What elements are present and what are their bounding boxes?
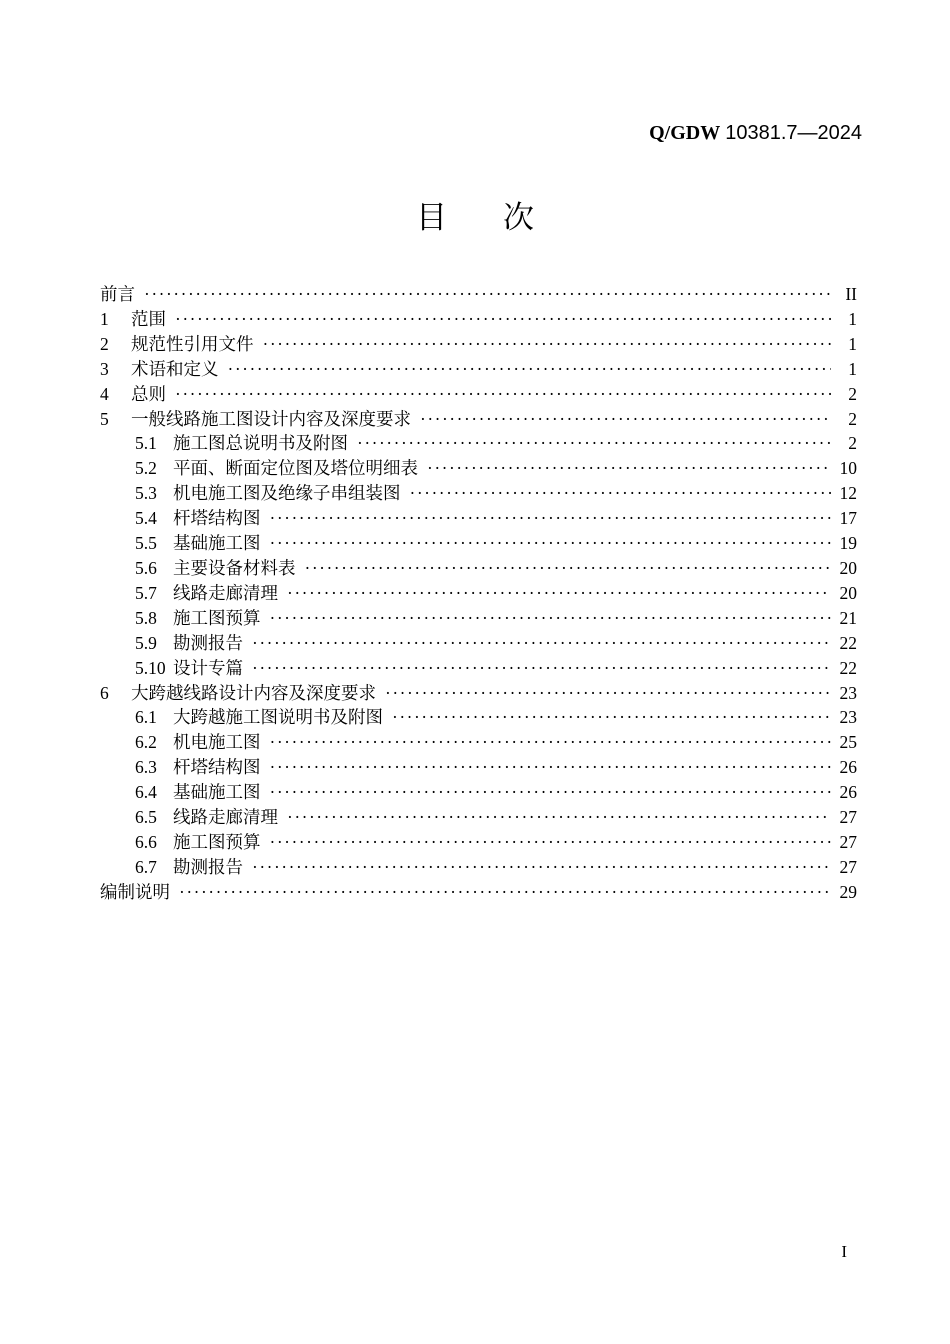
toc-entry-number: 2 bbox=[100, 333, 109, 354]
toc-leader-dots bbox=[252, 631, 831, 656]
toc-entry[interactable] bbox=[100, 855, 857, 880]
toc-leader-dots bbox=[287, 581, 831, 606]
toc-entry[interactable] bbox=[100, 556, 857, 581]
toc-entry-label: 一般线路施工图设计内容及深度要求 bbox=[131, 408, 411, 429]
toc-entry-page: 2 bbox=[848, 383, 857, 404]
toc-entry-label: 基础施工图 bbox=[173, 782, 261, 803]
toc-leader-dots bbox=[175, 307, 831, 332]
toc-entry[interactable] bbox=[100, 656, 857, 681]
toc-leader-dots bbox=[270, 830, 832, 855]
toc-entry-label: 勘测报告 bbox=[173, 856, 243, 877]
toc-entry-number: 6.4 bbox=[135, 782, 157, 803]
toc-entry-number: 6.1 bbox=[135, 707, 157, 728]
toc-entry[interactable] bbox=[100, 631, 857, 656]
page-title-char-second: 次 bbox=[503, 200, 534, 235]
toc-entry-number: 6.2 bbox=[135, 732, 157, 753]
toc-entry[interactable] bbox=[100, 830, 857, 855]
page-number: I bbox=[841, 1242, 847, 1261]
toc-entry[interactable] bbox=[100, 282, 857, 307]
toc-entry-page: 27 bbox=[839, 856, 857, 877]
toc-entry-number: 1 bbox=[100, 308, 109, 329]
toc-leader-dots bbox=[252, 656, 831, 681]
toc-entry-label: 机电施工图 bbox=[173, 732, 261, 753]
toc-entry-number: 5.7 bbox=[135, 582, 157, 603]
toc-entry[interactable] bbox=[100, 805, 857, 830]
toc-entry-page: 26 bbox=[839, 757, 857, 778]
toc-entry-number: 5.5 bbox=[135, 533, 157, 554]
toc-entry-page: 22 bbox=[839, 657, 857, 678]
toc-list bbox=[100, 282, 857, 905]
toc-entry-page: 12 bbox=[839, 483, 857, 504]
toc-entry-label: 杆塔结构图 bbox=[173, 757, 261, 778]
toc-entry-label: 杆塔结构图 bbox=[173, 508, 261, 529]
toc-leader-dots bbox=[385, 681, 831, 706]
toc-entry-number: 5.6 bbox=[135, 557, 157, 578]
toc-entry-page: 27 bbox=[839, 807, 857, 828]
toc-entry[interactable] bbox=[100, 755, 857, 780]
toc-entry[interactable] bbox=[100, 456, 857, 481]
toc-leader-dots bbox=[144, 282, 831, 307]
toc-entry-label: 范围 bbox=[131, 308, 166, 329]
toc-leader-dots bbox=[252, 855, 831, 880]
toc-entry-page: 23 bbox=[839, 707, 857, 728]
toc-entry-number: 4 bbox=[100, 383, 109, 404]
toc-entry[interactable] bbox=[100, 780, 857, 805]
toc-leader-dots bbox=[357, 431, 831, 456]
toc-leader-dots bbox=[270, 531, 832, 556]
toc-entry-label: 编制说明 bbox=[100, 881, 170, 902]
toc-entry-number: 5.8 bbox=[135, 607, 157, 628]
toc-entry-label: 施工图总说明书及附图 bbox=[173, 433, 348, 454]
standard-code-prefix: Q/GDW bbox=[649, 122, 721, 144]
toc-entry-page: 20 bbox=[839, 582, 857, 603]
toc-entry-label: 设计专篇 bbox=[173, 657, 243, 678]
toc-entry-label: 平面、断面定位图及塔位明细表 bbox=[173, 458, 418, 479]
toc-entry-page: 20 bbox=[839, 557, 857, 578]
toc-entry-label: 大跨越施工图说明书及附图 bbox=[173, 707, 383, 728]
toc-entry-number: 6.5 bbox=[135, 807, 157, 828]
toc-entry-label: 大跨越线路设计内容及深度要求 bbox=[131, 682, 376, 703]
toc-entry-label: 前言 bbox=[100, 284, 135, 304]
toc-entry[interactable] bbox=[100, 730, 857, 755]
toc-entry-page: 1 bbox=[848, 333, 857, 354]
page-title bbox=[0, 201, 950, 235]
toc-entry-number: 5.10 bbox=[135, 657, 166, 678]
toc-entry-number: 6.7 bbox=[135, 856, 157, 877]
toc-entry-label: 施工图预算 bbox=[173, 831, 261, 852]
standard-code-number: 10381.7—2024 bbox=[725, 122, 862, 144]
toc-entry[interactable] bbox=[100, 506, 857, 531]
toc-entry[interactable] bbox=[100, 307, 857, 332]
toc-leader-dots bbox=[228, 357, 832, 382]
toc-entry-page: 17 bbox=[839, 508, 857, 529]
toc-leader-dots bbox=[270, 755, 832, 780]
toc-entry-page: 27 bbox=[839, 831, 857, 852]
toc-entry-page: 1 bbox=[848, 308, 857, 329]
toc-entry-page: 21 bbox=[839, 607, 857, 628]
toc-entry-number: 5 bbox=[100, 408, 109, 429]
toc-entry[interactable] bbox=[100, 705, 857, 730]
toc-entry-page: 19 bbox=[839, 533, 857, 554]
toc-entry[interactable] bbox=[100, 581, 857, 606]
toc-entry-page: 1 bbox=[848, 358, 857, 379]
toc-leader-dots bbox=[305, 556, 832, 581]
toc-entry-label: 术语和定义 bbox=[131, 358, 219, 379]
toc-entry[interactable] bbox=[100, 357, 857, 382]
toc-entry-label: 施工图预算 bbox=[173, 607, 261, 628]
toc-entry-page: 25 bbox=[839, 732, 857, 753]
toc-leader-dots bbox=[263, 332, 832, 357]
toc-entry[interactable] bbox=[100, 880, 857, 905]
toc-leader-dots bbox=[392, 705, 831, 730]
toc-entry-page: II bbox=[845, 284, 857, 304]
page-title-char-first: 目 bbox=[416, 200, 447, 235]
toc-leader-dots bbox=[270, 606, 832, 631]
toc-entry-number: 5.4 bbox=[135, 508, 157, 529]
toc-entry[interactable] bbox=[100, 606, 857, 631]
toc-entry[interactable] bbox=[100, 332, 857, 357]
toc-leader-dots bbox=[175, 382, 831, 407]
toc-entry-number: 6 bbox=[100, 682, 109, 703]
toc-entry-number: 6.3 bbox=[135, 757, 157, 778]
toc-entry-page: 2 bbox=[848, 433, 857, 454]
toc-entry-number: 6.6 bbox=[135, 831, 157, 852]
toc-leader-dots bbox=[410, 481, 832, 506]
toc-entry[interactable] bbox=[100, 382, 857, 407]
toc-entry[interactable] bbox=[100, 407, 857, 432]
toc-entry-page: 26 bbox=[839, 782, 857, 803]
toc-entry-label: 机电施工图及绝缘子串组装图 bbox=[173, 483, 401, 504]
toc-entry-page: 23 bbox=[839, 682, 857, 703]
toc-entry-label: 主要设备材料表 bbox=[173, 557, 296, 578]
toc-entry-label: 线路走廊清理 bbox=[173, 582, 278, 603]
toc-entry-label: 总则 bbox=[131, 383, 166, 404]
toc-entry-page: 29 bbox=[839, 881, 857, 902]
toc-entry[interactable] bbox=[100, 681, 857, 706]
toc-leader-dots bbox=[287, 805, 831, 830]
toc-leader-dots bbox=[270, 780, 832, 805]
toc-entry-number: 3 bbox=[100, 358, 109, 379]
toc-leader-dots bbox=[427, 456, 831, 481]
toc-entry-number: 5.1 bbox=[135, 433, 157, 454]
standard-code-header bbox=[649, 121, 862, 145]
toc-entry-label: 线路走廊清理 bbox=[173, 807, 278, 828]
toc-entry-label: 勘测报告 bbox=[173, 632, 243, 653]
toc-entry[interactable] bbox=[100, 481, 857, 506]
toc-entry[interactable] bbox=[100, 431, 857, 456]
toc-entry-label: 规范性引用文件 bbox=[131, 333, 254, 354]
toc-leader-dots bbox=[270, 730, 832, 755]
toc-entry-number: 5.2 bbox=[135, 458, 157, 479]
toc-entry-label: 基础施工图 bbox=[173, 533, 261, 554]
toc-leader-dots bbox=[270, 506, 832, 531]
toc-leader-dots bbox=[420, 407, 831, 432]
toc-entry-number: 5.9 bbox=[135, 632, 157, 653]
toc-entry-number: 5.3 bbox=[135, 483, 157, 504]
toc-entry[interactable] bbox=[100, 531, 857, 556]
toc-entry-page: 10 bbox=[839, 458, 857, 479]
toc-entry-page: 2 bbox=[848, 408, 857, 429]
toc-entry-page: 22 bbox=[839, 632, 857, 653]
toc-leader-dots bbox=[179, 880, 831, 905]
